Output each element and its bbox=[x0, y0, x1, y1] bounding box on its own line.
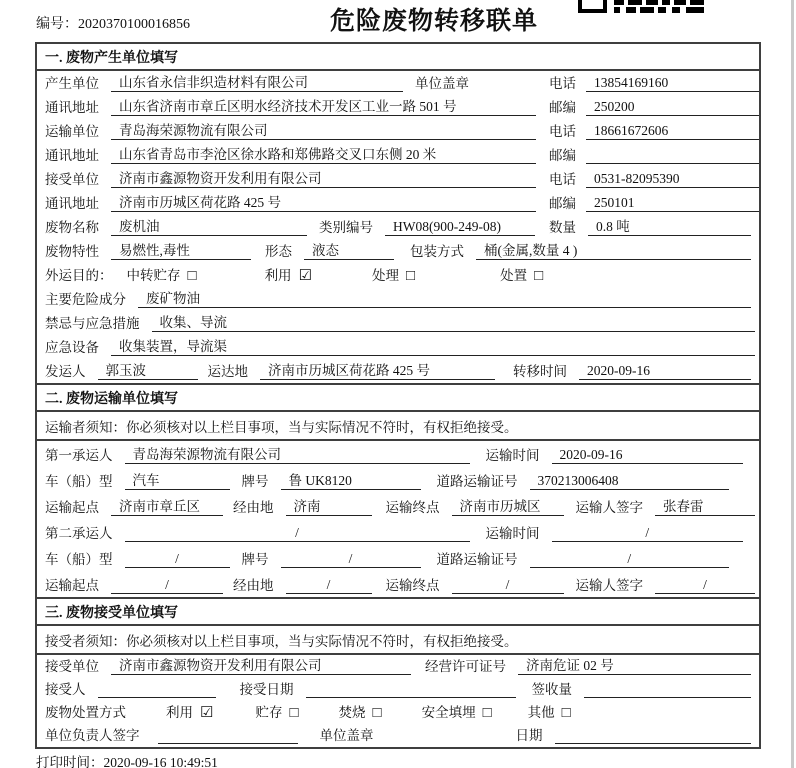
receiver-unit-label: 接受单位 bbox=[45, 172, 99, 187]
document-number bbox=[36, 13, 190, 33]
seal-date-value bbox=[555, 727, 752, 744]
leader-signature-label: 单位负责人签字 bbox=[45, 728, 140, 743]
receiver-address-value: 济南市历城区荷花路 425 号 bbox=[111, 191, 536, 212]
receiver-zip-value: 250101 bbox=[586, 195, 759, 212]
second-carrier-signature-value: / bbox=[655, 577, 755, 594]
producer-unit-value: 山东省永信非织造材料有限公司 bbox=[111, 71, 403, 92]
transfer-storage-checkbox-icon: □ bbox=[187, 268, 197, 284]
receiving-unit-value: 济南市鑫源物资开发利用有限公司 bbox=[111, 654, 411, 675]
row-receiver-person bbox=[37, 678, 759, 701]
row-transporter-address bbox=[37, 143, 759, 167]
row-producer-unit bbox=[37, 71, 759, 95]
row-disposal-method bbox=[37, 701, 759, 724]
vehicle-type-label: 车（船）型 bbox=[45, 552, 113, 567]
unit-seal-label: 单位盖章 bbox=[319, 728, 374, 743]
page-title: 危险废物转移联单 bbox=[330, 8, 539, 35]
category-code-value: HW08(900-249-08) bbox=[385, 219, 535, 236]
phone-label: 电话 bbox=[549, 172, 576, 187]
first-end-value: 济南市历城区 bbox=[452, 495, 564, 516]
purpose-option-utilize: 利用 ☑ bbox=[264, 268, 313, 284]
manifest-table bbox=[35, 42, 761, 749]
receiver-notice: 接受者须知：你必须核对以上栏目事项，当与实际情况不符时，有权拒绝接受。 bbox=[37, 626, 759, 655]
row-transfer-purpose bbox=[37, 263, 759, 287]
section-producer-title: 一. 废物产生单位填写 bbox=[37, 44, 759, 71]
producer-zip-value: 250200 bbox=[586, 99, 759, 116]
disposal-option-incinerate: 焚烧 □ bbox=[338, 705, 382, 721]
first-transport-time-value: 2020-09-16 bbox=[552, 447, 744, 464]
transport-time-label: 运输时间 bbox=[485, 526, 540, 541]
first-origin-value: 济南市章丘区 bbox=[111, 495, 223, 516]
disposal-option-landfill: 安全填埋 □ bbox=[421, 705, 492, 721]
plate-number-label: 牌号 bbox=[241, 552, 269, 567]
address-label: 通讯地址 bbox=[45, 148, 99, 163]
physical-form-value: 液态 bbox=[304, 239, 394, 260]
producer-phone-group bbox=[549, 72, 759, 92]
transporter-unit-label: 运输单位 bbox=[45, 124, 99, 139]
document-number-value: 2020370100016856 bbox=[78, 17, 190, 32]
transport-end-label: 运输终点 bbox=[385, 578, 440, 593]
producer-address-value: 山东省济南市章丘区明水经济技术开发区工业一路 501 号 bbox=[111, 95, 536, 116]
section-producer bbox=[37, 44, 759, 383]
row-first-vehicle bbox=[37, 467, 759, 493]
row-second-vehicle bbox=[37, 545, 759, 571]
receiving-unit-label: 接受单位 bbox=[45, 659, 99, 674]
receiver-unit-value: 济南市鑫源物资开发利用有限公司 bbox=[111, 167, 536, 188]
carrier-signature-label: 运输人签字 bbox=[575, 500, 643, 515]
disposal-option-utilize: 利用 ☑ bbox=[166, 705, 214, 721]
leader-signature-value bbox=[158, 727, 298, 744]
receiver-person-label: 接受人 bbox=[45, 682, 86, 697]
second-transport-time-value: / bbox=[552, 525, 744, 542]
transport-time-label: 运输时间 bbox=[485, 448, 540, 463]
purpose-option-treat: 处理 □ bbox=[372, 268, 416, 284]
row-leader-signature bbox=[37, 724, 759, 747]
utilize-checkbox-icon: ☑ bbox=[298, 268, 313, 284]
transporter-address-value: 山东省青岛市李沧区徐水路和郑佛路交叉口东侧 20 米 bbox=[111, 143, 536, 164]
qr-code-fragment-icon bbox=[578, 0, 704, 13]
vehicle-type-label: 车（船）型 bbox=[45, 474, 113, 489]
disposal-utilize-checkbox-icon: ☑ bbox=[200, 705, 214, 721]
section-receiver bbox=[37, 597, 759, 747]
via-label: 经由地 bbox=[233, 578, 274, 593]
emergency-equipment-label: 应急设备 bbox=[45, 340, 99, 355]
address-label: 通讯地址 bbox=[45, 196, 99, 211]
carrier-signature-label: 运输人签字 bbox=[575, 578, 643, 593]
zip-label: 邮编 bbox=[549, 148, 576, 163]
print-time bbox=[36, 751, 218, 768]
first-plate-number-value: 鲁 UK8120 bbox=[281, 469, 421, 490]
first-vehicle-type-value: 汽车 bbox=[125, 469, 230, 490]
transport-end-label: 运输终点 bbox=[385, 500, 440, 515]
signed-quantity-value bbox=[584, 681, 751, 698]
address-label: 通讯地址 bbox=[45, 100, 99, 115]
row-receiver-address bbox=[37, 191, 759, 215]
purpose-option-transfer-storage: 中转贮存 □ bbox=[126, 268, 197, 284]
print-time-label: 打印时间： bbox=[36, 755, 104, 768]
transporter-zip-value bbox=[586, 147, 759, 164]
signed-quantity-label: 签收量 bbox=[531, 682, 572, 697]
row-producer-address bbox=[37, 95, 759, 119]
transfer-purpose-label: 外运目的： bbox=[45, 268, 113, 283]
zip-label: 邮编 bbox=[549, 196, 576, 211]
row-emergency-measures bbox=[37, 311, 759, 335]
transport-origin-label: 运输起点 bbox=[45, 500, 99, 515]
receiver-phone-group bbox=[549, 168, 759, 188]
receive-date-value bbox=[306, 681, 516, 698]
row-first-carrier bbox=[37, 441, 759, 467]
second-vehicle-type-value: / bbox=[125, 551, 230, 568]
first-carrier-value: 青岛海荣源物流有限公司 bbox=[125, 443, 470, 464]
row-waste-name bbox=[37, 215, 759, 239]
print-time-value: 2020-09-16 10:49:51 bbox=[103, 755, 218, 768]
seal-date-label: 日期 bbox=[515, 728, 543, 743]
purpose-option-dispose: 处置 □ bbox=[500, 268, 544, 284]
row-receiving-unit bbox=[37, 655, 759, 678]
disposal-landfill-checkbox-icon: □ bbox=[482, 705, 492, 721]
transporter-notice: 运输者须知：你必须核对以上栏目事项，当与实际情况不符时，有权拒绝接受。 bbox=[37, 412, 759, 441]
first-road-permit-value: 370213006408 bbox=[530, 473, 730, 490]
business-license-label: 经营许可证号 bbox=[425, 659, 506, 674]
row-emergency-equipment bbox=[37, 335, 759, 359]
road-permit-label: 道路运输证号 bbox=[436, 552, 518, 567]
disposal-store-checkbox-icon: □ bbox=[289, 705, 299, 721]
second-carrier-value: / bbox=[125, 525, 470, 542]
row-second-route bbox=[37, 571, 759, 597]
zip-label: 邮编 bbox=[549, 100, 576, 115]
receive-date-label: 接受日期 bbox=[239, 682, 294, 697]
disposal-other-checkbox-icon: □ bbox=[561, 705, 571, 721]
emergency-equipment-value: 收集装置，导流渠 bbox=[111, 335, 755, 356]
row-receiver-unit bbox=[37, 167, 759, 191]
waste-name-label: 废物名称 bbox=[45, 220, 99, 235]
transport-origin-label: 运输起点 bbox=[45, 578, 99, 593]
hazard-component-value: 废矿物油 bbox=[138, 287, 751, 308]
emergency-measures-label: 禁忌与应急措施 bbox=[45, 316, 140, 331]
producer-unit-label: 产生单位 bbox=[45, 76, 99, 91]
dispose-checkbox-icon: □ bbox=[534, 268, 544, 284]
emergency-measures-value: 收集、导流 bbox=[152, 311, 756, 332]
second-end-value: / bbox=[452, 577, 564, 594]
quantity-label: 数量 bbox=[549, 220, 576, 235]
treat-checkbox-icon: □ bbox=[406, 268, 416, 284]
disposal-option-store: 贮存 □ bbox=[255, 705, 299, 721]
second-via-value: / bbox=[286, 577, 372, 594]
disposal-incinerate-checkbox-icon: □ bbox=[372, 705, 382, 721]
row-transporter-unit bbox=[37, 119, 759, 143]
second-road-permit-value: / bbox=[530, 551, 730, 568]
waste-name-value: 废机油 bbox=[111, 215, 307, 236]
transporter-phone-group bbox=[549, 120, 759, 140]
physical-form-label: 形态 bbox=[265, 244, 292, 259]
package-type-label: 包装方式 bbox=[410, 244, 464, 259]
via-label: 经由地 bbox=[233, 500, 274, 515]
hazard-component-label: 主要危险成分 bbox=[45, 292, 126, 307]
plate-number-label: 牌号 bbox=[241, 474, 269, 489]
road-permit-label: 道路运输证号 bbox=[436, 474, 518, 489]
business-license-value: 济南危证 02 号 bbox=[518, 654, 751, 675]
row-shipper bbox=[37, 359, 759, 383]
disposal-option-other: 其他 □ bbox=[527, 705, 571, 721]
second-plate-number-value: / bbox=[281, 551, 421, 568]
transporter-phone-value: 18661672606 bbox=[586, 123, 759, 140]
section-receiver-title: 三. 废物接受单位填写 bbox=[37, 599, 759, 626]
shipper-value: 郭玉波 bbox=[98, 359, 198, 380]
quantity-value: 0.8 吨 bbox=[588, 215, 751, 236]
row-first-route bbox=[37, 493, 759, 519]
transporter-unit-value: 青岛海荣源物流有限公司 bbox=[111, 119, 536, 140]
receiver-person-value bbox=[98, 681, 216, 698]
second-carrier-label: 第二承运人 bbox=[45, 526, 113, 541]
producer-phone-value: 13854169160 bbox=[586, 75, 759, 92]
second-origin-value: / bbox=[111, 577, 223, 594]
row-hazard-component bbox=[37, 287, 759, 311]
row-second-carrier bbox=[37, 519, 759, 545]
destination-label: 运达地 bbox=[207, 364, 248, 379]
category-code-label: 类别编号 bbox=[319, 220, 373, 235]
package-type-value: 桶(金属,数量 4 ) bbox=[476, 239, 751, 260]
disposal-method-label: 废物处置方式 bbox=[45, 705, 126, 720]
producer-zip-group bbox=[549, 96, 759, 116]
receiver-zip-group bbox=[549, 192, 759, 212]
transfer-time-label: 转移时间 bbox=[513, 364, 567, 379]
waste-character-label: 废物特性 bbox=[45, 244, 99, 259]
document-number-label: 编号： bbox=[36, 17, 78, 32]
unit-seal-label: 单位盖章 bbox=[415, 76, 469, 91]
phone-label: 电话 bbox=[549, 124, 576, 139]
first-carrier-label: 第一承运人 bbox=[45, 448, 113, 463]
waste-character-value: 易燃性,毒性 bbox=[111, 239, 251, 260]
phone-label: 电话 bbox=[549, 76, 576, 91]
receiver-phone-value: 0531-82095390 bbox=[586, 171, 759, 188]
transporter-zip-group bbox=[549, 144, 759, 164]
page-edge-divider bbox=[791, 0, 794, 768]
row-waste-character bbox=[37, 239, 759, 263]
first-carrier-signature-value: 张春雷 bbox=[655, 495, 755, 516]
transfer-time-value: 2020-09-16 bbox=[579, 363, 751, 380]
shipper-label: 发运人 bbox=[45, 364, 86, 379]
first-via-value: 济南 bbox=[286, 495, 372, 516]
section-transporter bbox=[37, 383, 759, 597]
destination-value: 济南市历城区荷花路 425 号 bbox=[260, 359, 495, 380]
section-transporter-title: 二. 废物运输单位填写 bbox=[37, 385, 759, 412]
